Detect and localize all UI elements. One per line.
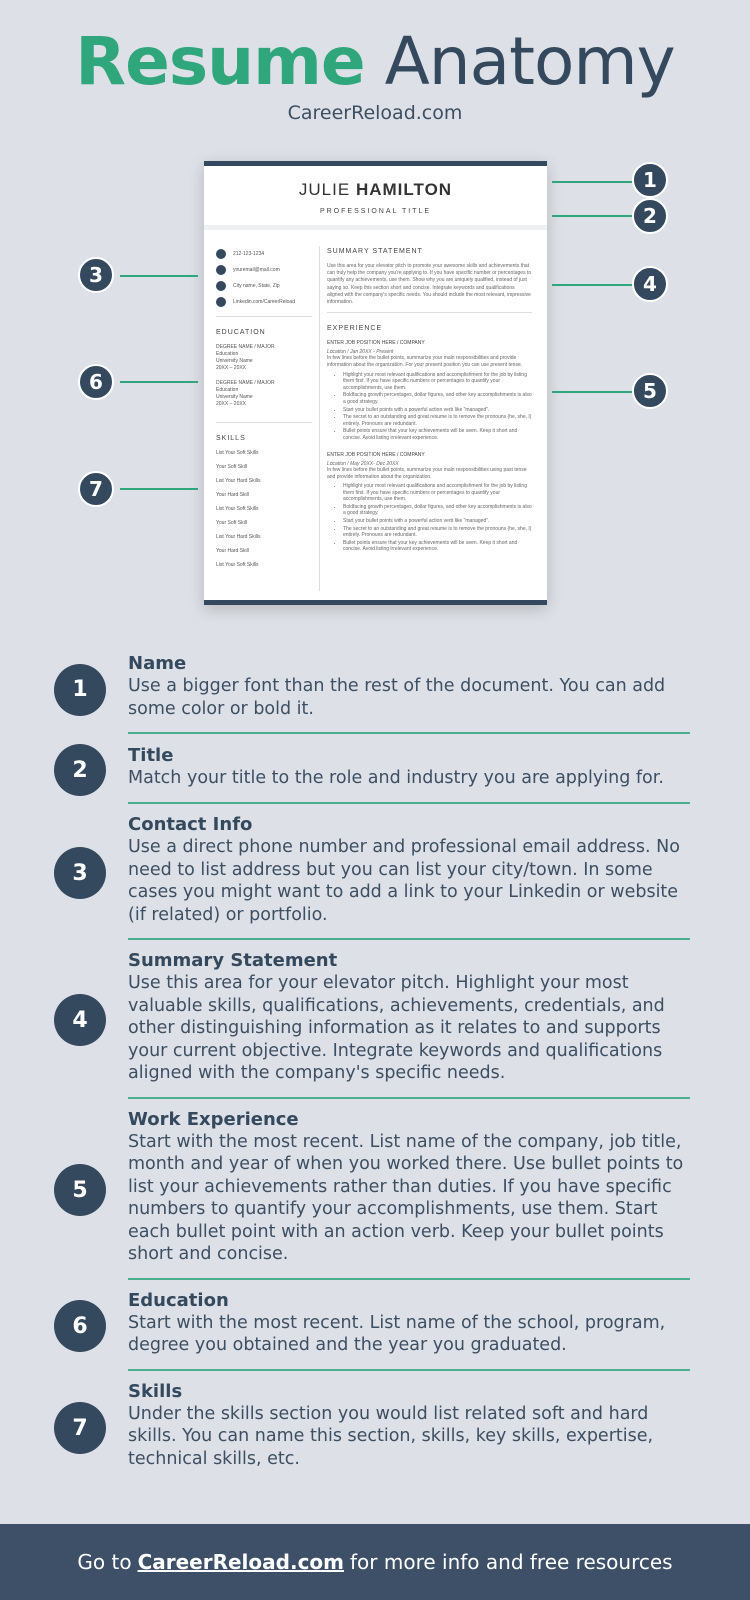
education-entry	[216, 380, 312, 408]
title-part-resume: Resume	[75, 23, 365, 100]
legend-description: Use a bigger font than the rest of the document. You can add some color or bold it.	[128, 676, 666, 719]
education-field: Education	[216, 387, 239, 393]
skill-item: Your Hard Skill	[216, 492, 249, 498]
callout-line-6	[120, 381, 198, 383]
skill-item: List Your Soft Skills	[216, 450, 259, 456]
footer-link[interactable]: CareerReload.com	[137, 1550, 344, 1574]
legend-text	[128, 653, 690, 726]
legend-number: 6	[54, 1300, 106, 1352]
job-entry	[327, 340, 532, 441]
education-entry	[216, 344, 312, 372]
skill-item: List Your Soft Skills	[216, 562, 259, 568]
legend-text	[128, 950, 690, 1091]
job-position: ENTER JOB POSITION HERE / COMPANY	[327, 451, 425, 458]
job-location: Location / May 20XX- Dec 20XX	[327, 460, 399, 467]
legend-description: Under the skills section you would list related soft and hard skills. You can name this section, skills, key skills, expertise, technical skills, etc.	[128, 1403, 654, 1469]
contact-location: City name, State, Zip	[233, 283, 280, 289]
legend-item-contact-info	[54, 814, 690, 932]
skill-item: List Your Hard Skills	[216, 478, 261, 484]
job-bullet: • Highlight your most relevant qualifications and accomplishment for the job by listing them first. If you have specific numbers or percentages to quantify your accomplishments, use them.	[343, 372, 532, 392]
job-location: Location / Jan 20XX - Present	[327, 349, 394, 356]
legend-number: 4	[54, 994, 106, 1046]
education-degree: DEGREE NAME / MAJOR	[216, 344, 275, 350]
legend-text	[128, 745, 690, 796]
job-bullet: • Highlight your most relevant qualifications and accomplishment for the job by listing them first. If you have specific numbers or percentages to quantify your accomplishments, use them.	[343, 483, 532, 503]
callout-badge-7: 7	[78, 471, 114, 507]
legend-title: Contact Info	[128, 814, 253, 835]
callout-line-3	[120, 275, 198, 277]
job-bullets	[343, 372, 532, 442]
legend-title: Skills	[128, 1380, 183, 1402]
legend-title: Work Experience	[128, 1108, 299, 1130]
resume-right-column	[327, 246, 532, 554]
job-intro: In few lines before the bullet points, summarize your main responsibilities using past tense and provide information about the organization.	[327, 466, 527, 480]
job-bullets	[343, 483, 532, 553]
contact-row	[216, 294, 312, 310]
legend-description: Match your title to the role and industry you are applying for.	[128, 767, 664, 788]
legend-separator	[128, 732, 690, 734]
experience-heading: EXPERIENCE	[327, 325, 383, 333]
email-icon	[216, 265, 226, 275]
linkedin-icon	[216, 297, 226, 307]
contact-linkedin: Linkedin.com/CareerReload	[233, 299, 295, 305]
legend-text	[128, 1109, 690, 1272]
legend-title: Name	[128, 653, 187, 674]
legend-description: Use a direct phone number and professional email address. No need to list address but you can list your city/town. In some cases you might want to add a link to your Linkedin or website (if related) or portfolio.	[128, 837, 680, 925]
title-part-anatomy: Anatomy	[384, 23, 675, 100]
legend-description: Start with the most recent. List name of the company, job title, month and year of when you worked there. Use bullet points to list your achievements rather than duties. If you have specific numbers to quantify your accomplishments, use them. Start each bullet point with an action verb. Keep your bullet points short and concise.	[128, 1131, 684, 1264]
legend-separator	[128, 802, 690, 804]
contact-row	[216, 246, 312, 262]
legend-item-work-experience	[54, 1109, 690, 1272]
job-bullet: • Boldfacing growth percentages, dollar figures, and other key accomplishments is also a good strategy.	[343, 504, 532, 517]
callout-line-2	[552, 215, 632, 217]
legend-number: 5	[54, 1164, 106, 1216]
resume-name	[204, 180, 547, 200]
divider	[216, 316, 312, 317]
divider	[327, 312, 532, 313]
callout-badge-3: 3	[78, 257, 114, 293]
legend-separator	[128, 1369, 690, 1371]
legend-number: 3	[54, 847, 106, 899]
legend-description: Start with the most recent. List name of the school, program, degree you obtained and the year you graduated.	[128, 1312, 666, 1355]
legend-description: Use this area for your elevator pitch. Highlight your most valuable skills, qualifications, achievements, credentials, and other distinguishing information as it relates to and supports your current objective. Integrate keywords and qualifications aligned with the company's specific needs.	[128, 973, 665, 1083]
legend-number: 2	[54, 744, 106, 796]
contact-row	[216, 278, 312, 294]
job-intro: In few lines before the bullet points, summarize your main responsibilities and provide information about the organization. For your present position you can use present tense.	[327, 355, 523, 369]
site-subtitle: CareerReload.com	[287, 102, 463, 124]
page-title	[0, 22, 750, 102]
skill-item: Your Hard Skill	[216, 548, 249, 554]
skill-item: List Your Hard Skills	[216, 534, 261, 540]
callout-line-7	[120, 488, 198, 490]
job-bullet: • Bullet points ensure that your key achievements will be seen. Keep it short and concise. Avoid listing irrelevant experience.	[343, 540, 532, 553]
legend-separator	[128, 1097, 690, 1099]
education-school: University Name	[216, 394, 253, 400]
legend-item-summary-statement	[54, 950, 690, 1091]
header	[0, 0, 750, 124]
legend-text	[128, 1381, 690, 1477]
column-divider	[319, 246, 320, 591]
job-position: ENTER JOB POSITION HERE / COMPANY	[327, 340, 425, 347]
callout-badge-1: 1	[632, 162, 668, 198]
skill-item: List Your Soft Skills	[216, 506, 259, 512]
contact-email: youremail@mail.com	[233, 267, 280, 273]
callout-badge-5: 5	[632, 373, 668, 409]
legend-item-name	[54, 653, 690, 726]
legend-text	[128, 1290, 690, 1363]
legend-item-title	[54, 744, 690, 796]
skill-item: Your Soft Skill	[216, 520, 247, 526]
job-bullet: • Boldfacing growth percentages, dollar figures, and other key accomplishments is also a good strategy.	[343, 392, 532, 405]
footer-prefix: Go to	[77, 1550, 132, 1574]
callout-badge-2: 2	[632, 198, 668, 234]
job-bullet: • The secret to an outstanding and great resume is to remove the pronouns (he, she, I) entirely. Pronouns are redundant.	[343, 526, 532, 539]
phone-icon	[216, 249, 226, 259]
resume-left-column	[216, 246, 312, 576]
education-years: 20XX – 20XX	[216, 365, 247, 371]
anatomy-legend	[54, 653, 690, 1476]
legend-separator	[128, 938, 690, 940]
education-degree: DEGREE NAME / MAJOR	[216, 380, 275, 386]
divider	[216, 422, 312, 423]
callout-line-4	[552, 284, 632, 286]
legend-number: 7	[54, 1402, 106, 1454]
footer-suffix: for more info and free resources	[350, 1550, 673, 1574]
job-bullet: • Bullet points ensure that your key achievements will be seen. Keep it short and concise. Avoid listing irrelevant experience.	[343, 428, 532, 441]
skills-heading: SKILLS	[216, 435, 246, 442]
legend-separator	[128, 1278, 690, 1280]
education-heading: EDUCATION	[216, 329, 266, 336]
callout-badge-4: 4	[632, 266, 668, 302]
resume-professional-title: PROFESSIONAL TITLE	[319, 208, 432, 215]
resume-mockup	[204, 161, 547, 605]
contact-phone: 212-123-1234	[233, 251, 265, 257]
legend-number: 1	[54, 664, 106, 716]
legend-item-skills	[54, 1381, 690, 1477]
resume-first-name: JULIE	[298, 180, 351, 199]
footer-banner	[0, 1524, 750, 1600]
legend-title: Title	[128, 744, 174, 766]
legend-text	[128, 814, 690, 932]
skill-item: Your Soft Skill	[216, 464, 247, 470]
location-icon	[216, 281, 226, 291]
job-entry	[327, 452, 532, 553]
callout-line-1	[552, 181, 632, 183]
job-bullet: • Start your bullet points with a powerful action verb like "managed".	[343, 518, 532, 525]
education-school: University Name	[216, 358, 253, 364]
callout-badge-6: 6	[78, 364, 114, 400]
summary-heading: SUMMARY STATEMENT	[327, 248, 423, 255]
summary-text: Use this area for your elevator pitch to promote your awesome skills and achievements that can truly help the company you're applying to. If you have specific number or percentages to quantify any achievements, use them. Show why you are uniquely qualified, instead of just saying so. Keep this section short and concise. Integrate keywords and qualifications aligned with the company's specific needs. You should include the most relevant, impressive information.	[327, 263, 532, 306]
education-years: 20XX – 20XX	[216, 401, 247, 407]
legend-title: Education	[128, 1289, 229, 1311]
resume-header	[204, 166, 547, 230]
legend-title: Summary Statement	[128, 950, 338, 971]
education-field: Education	[216, 351, 239, 357]
callout-line-5	[552, 391, 632, 393]
legend-item-education	[54, 1290, 690, 1363]
job-bullet: • The secret to an outstanding and great resume is to remove the pronouns (he, she, I) entirely. Pronouns are redundant.	[343, 414, 532, 427]
contact-row	[216, 262, 312, 278]
resume-last-name: HAMILTON	[355, 180, 453, 199]
job-bullet: • Start your bullet points with a powerful action verb like "managed".	[343, 407, 532, 414]
skills-list	[216, 450, 312, 576]
